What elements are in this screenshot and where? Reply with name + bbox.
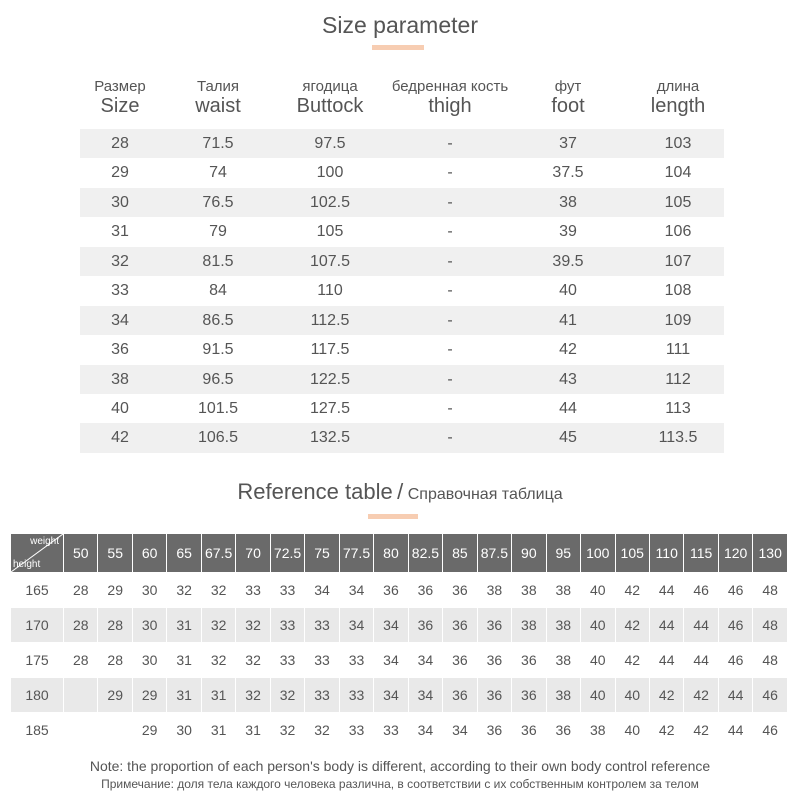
height-cell: 165 [11,573,64,608]
reference-size-cell: 36 [374,573,408,608]
reference-size-cell: 33 [236,573,270,608]
size-cell: 101.5 [197,399,239,417]
weight-header-cell: 80 [374,534,408,573]
size-cell: 45 [559,429,577,447]
size-cell: 91.5 [202,341,234,359]
height-cell: 180 [11,678,64,713]
size-cell: 31 [111,223,129,241]
reference-size-cell: 32 [201,608,235,643]
size-row [80,217,724,246]
reference-size-cell: 29 [98,573,132,608]
size-row [80,129,724,158]
reference-size-cell: 38 [512,608,546,643]
size-cell: - [447,311,453,329]
column-header-en: Buttock [296,95,364,117]
reference-size-cell: 38 [546,643,580,678]
reference-size-cell: 31 [201,678,235,713]
reference-size-cell: 42 [649,713,683,748]
reference-size-cell: 33 [270,573,304,608]
reference-size-cell: 40 [581,608,615,643]
reference-size-cell: 34 [374,608,408,643]
weight-header-cell: 77.5 [339,534,373,573]
reference-size-cell: 32 [270,678,304,713]
size-column-header [280,78,380,117]
weight-header-cell: 110 [649,534,683,573]
reference-size-cell: 42 [615,573,649,608]
reference-table [10,533,788,748]
size-cell: - [447,164,453,182]
reference-size-cell: 30 [132,643,166,678]
size-cell: 32 [111,252,129,270]
reference-size-cell: 40 [581,643,615,678]
corner-cell [11,534,64,573]
weight-header-cell: 120 [718,534,752,573]
column-header-ru: длина [656,78,700,95]
size-cell: 97.5 [314,135,346,152]
reference-title [0,479,800,505]
reference-size-cell: 42 [684,678,718,713]
reference-size-cell: 38 [512,573,546,608]
column-header-ru: Талия [196,78,240,95]
reference-size-cell: 28 [98,608,132,643]
size-cell: 29 [111,164,129,182]
reference-title-ru: Справочная таблица [407,486,563,503]
size-cell: - [447,193,453,211]
reference-size-cell: 42 [615,608,649,643]
size-cell: 105 [664,193,692,211]
reference-size-cell: 36 [546,713,580,748]
size-cell: 84 [209,282,227,300]
reference-size-cell: 36 [512,643,546,678]
size-cell: 117.5 [310,341,350,359]
column-header-en: length [650,95,706,117]
reference-size-cell: 33 [305,608,339,643]
size-cell: 40 [559,282,577,300]
reference-row [11,573,788,608]
weight-header-cell: 72.5 [270,534,304,573]
reference-title-separator: / [397,479,404,504]
size-row [80,306,724,335]
reference-size-cell: 36 [512,713,546,748]
reference-size-cell: 34 [374,643,408,678]
size-row [80,247,724,276]
weight-header-cell: 60 [132,534,166,573]
reference-size-cell: 40 [615,678,649,713]
reference-size-cell: 46 [718,608,752,643]
reference-size-cell: 31 [236,713,270,748]
size-column-header [380,78,520,117]
weight-header-cell: 65 [167,534,201,573]
weight-header-cell: 55 [98,534,132,573]
corner-weight-label: weight [30,536,59,547]
reference-size-cell: 42 [615,643,649,678]
reference-size-cell: 48 [753,643,788,678]
reference-size-cell: 31 [167,643,201,678]
size-cell: 103 [664,135,692,152]
size-cell: 38 [111,370,129,388]
size-cell: 33 [111,282,129,300]
reference-size-cell: 46 [684,573,718,608]
reference-size-cell: 29 [132,678,166,713]
reference-size-cell: 31 [167,678,201,713]
reference-row [11,713,788,748]
reference-size-cell: 44 [649,608,683,643]
size-cell: 74 [209,164,227,182]
reference-size-cell: 32 [167,573,201,608]
note-english: Note: the proportion of each person's body is different, according to their own body control reference [89,758,711,774]
column-header-ru: бедренная кость [391,78,509,95]
reference-size-cell: 33 [305,678,339,713]
weight-header-cell: 75 [305,534,339,573]
size-cell: - [447,341,453,359]
reference-size-cell: 28 [64,608,98,643]
size-cell: 110 [317,282,343,300]
reference-size-cell: 36 [477,643,511,678]
reference-size-cell: 36 [408,573,442,608]
reference-size-cell: 29 [132,713,166,748]
size-cell: 107.5 [309,252,351,270]
reference-size-cell: 44 [684,643,718,678]
reference-size-cell: 36 [408,608,442,643]
corner-height-label: height [13,559,41,570]
height-cell: 185 [11,713,64,748]
reference-size-cell: 34 [443,713,477,748]
weight-header-cell: 87.5 [477,534,511,573]
size-cell: 39.5 [552,252,584,270]
height-cell: 170 [11,608,64,643]
size-cell: 96.5 [202,370,234,388]
reference-size-cell: 32 [201,573,235,608]
size-cell: 113.5 [658,429,698,447]
size-cell: 28 [111,135,129,152]
size-row [80,276,724,305]
size-cell: 104 [664,164,692,182]
size-cell: 113 [665,399,691,417]
size-cell: - [447,399,453,417]
reference-size-cell: 31 [201,713,235,748]
reference-size-cell: 34 [408,643,442,678]
reference-title-underline [368,514,418,519]
size-cell: 37.5 [552,164,584,182]
size-cell: 107 [664,252,692,270]
reference-size-cell: 36 [443,608,477,643]
reference-size-cell: 33 [270,643,304,678]
reference-size-cell: 33 [339,713,373,748]
reference-row [11,678,788,713]
reference-size-cell: 33 [305,643,339,678]
height-cell: 175 [11,643,64,678]
size-cell: 108 [664,282,692,300]
size-cell: 102.5 [309,193,351,211]
size-cell: - [447,429,453,447]
size-cell: 81.5 [202,252,234,270]
reference-size-cell: 46 [718,643,752,678]
reference-size-cell: 32 [201,643,235,678]
reference-size-cell: 33 [339,643,373,678]
weight-header-cell: 95 [546,534,580,573]
reference-size-cell: 34 [339,608,373,643]
reference-size-cell: 30 [132,573,166,608]
weight-header-cell: 100 [581,534,615,573]
reference-size-cell: 42 [684,713,718,748]
size-cell: 112.5 [310,311,350,329]
reference-size-cell: 38 [546,678,580,713]
size-cell: 109 [664,311,692,329]
reference-size-cell: 44 [718,678,752,713]
size-cell: 36 [111,341,129,359]
reference-size-cell [64,713,98,748]
size-parameter-title: Size parameter [322,12,478,38]
size-cell: 41 [559,311,577,329]
reference-size-cell: 34 [408,678,442,713]
size-cell: - [447,252,453,270]
column-header-ru: Размер [94,78,146,95]
size-cell: 127.5 [309,399,351,417]
size-cell: 122.5 [309,370,351,388]
size-row [80,423,724,452]
size-cell: - [447,282,453,300]
reference-size-cell: 36 [443,643,477,678]
reference-size-cell: 34 [305,573,339,608]
reference-size-cell: 34 [339,573,373,608]
size-cell: - [447,135,453,152]
reference-size-cell: 38 [546,608,580,643]
reference-size-cell: 33 [270,608,304,643]
reference-size-cell: 44 [649,643,683,678]
reference-size-cell: 44 [718,713,752,748]
reference-size-cell: 30 [167,713,201,748]
reference-size-cell: 32 [236,678,270,713]
reference-size-cell: 28 [98,643,132,678]
size-cell: 71.5 [202,135,234,152]
size-cell: 111 [665,341,691,359]
size-cell: - [447,370,453,388]
note-russian: Примечание: доля тела каждого человека различна, в соответствии с их собственным контролем за телом [101,777,699,791]
size-cell: 112 [665,370,691,388]
size-cell: 132.5 [309,429,351,447]
size-column-header [80,78,160,117]
reference-size-cell: 46 [753,713,788,748]
column-header-en: waist [195,95,241,117]
reference-row [11,608,788,643]
reference-size-cell: 38 [477,573,511,608]
reference-size-cell: 31 [167,608,201,643]
reference-size-cell: 48 [753,573,788,608]
column-header-en: Size [100,95,140,117]
size-cell: 30 [111,193,129,211]
reference-header-row [11,534,788,573]
reference-size-cell: 36 [477,678,511,713]
size-cell: 34 [111,311,129,329]
reference-size-cell: 42 [649,678,683,713]
size-column-header [523,78,613,117]
reference-size-cell: 40 [581,573,615,608]
size-cell: 38 [559,193,577,211]
reference-size-cell: 32 [236,608,270,643]
reference-size-cell: 48 [753,608,788,643]
size-cell: 44 [559,399,577,417]
reference-size-cell: 29 [98,678,132,713]
size-row [80,394,724,423]
reference-size-cell: 40 [615,713,649,748]
weight-header-cell: 115 [684,534,718,573]
reference-size-cell: 36 [477,608,511,643]
reference-size-cell: 36 [512,678,546,713]
weight-header-cell: 82.5 [408,534,442,573]
weight-header-cell: 90 [512,534,546,573]
size-cell: 43 [559,370,577,388]
column-header-en: thigh [428,95,472,117]
size-cell: 76.5 [202,193,234,211]
column-header-ru: ягодица [302,78,358,95]
size-cell: 37 [559,135,577,152]
reference-size-cell: 38 [546,573,580,608]
reference-size-cell: 34 [374,678,408,713]
size-column-header [628,78,728,117]
reference-size-cell: 36 [443,573,477,608]
reference-size-cell: 32 [236,643,270,678]
weight-header-cell: 130 [753,534,788,573]
reference-size-cell: 30 [132,608,166,643]
size-row [80,158,724,187]
size-cell: 39 [559,223,577,241]
column-header-ru: фут [554,78,582,95]
weight-header-cell: 85 [443,534,477,573]
weight-header-cell: 70 [236,534,270,573]
reference-size-cell [64,678,98,713]
size-cell: 106 [664,223,692,241]
reference-size-cell: 34 [408,713,442,748]
reference-row [11,643,788,678]
size-cell: 42 [111,429,129,447]
size-row [80,365,724,394]
reference-size-cell: 36 [477,713,511,748]
size-cell: - [447,223,453,241]
reference-size-cell: 32 [270,713,304,748]
size-cell: 40 [111,399,129,417]
reference-size-cell: 32 [305,713,339,748]
reference-size-cell: 44 [649,573,683,608]
size-table-header [80,78,724,122]
size-row [80,188,724,217]
size-row [80,335,724,364]
size-column-header [168,78,268,117]
column-header-en: foot [551,95,585,117]
size-cell: 106.5 [197,429,239,447]
reference-size-cell: 36 [443,678,477,713]
size-cell: 105 [316,223,344,241]
weight-header-cell: 67.5 [201,534,235,573]
weight-header-cell: 105 [615,534,649,573]
reference-size-cell: 33 [339,678,373,713]
size-cell: 86.5 [202,311,234,329]
size-table [80,129,724,453]
size-title-underline [372,45,424,50]
reference-title-en: Reference table [237,479,393,504]
size-cell: 79 [209,223,227,241]
reference-size-cell: 44 [684,608,718,643]
size-cell: 100 [316,164,344,182]
reference-size-cell: 38 [581,713,615,748]
reference-size-cell: 40 [581,678,615,713]
reference-size-cell: 46 [718,573,752,608]
reference-size-cell: 46 [753,678,788,713]
reference-size-cell: 28 [64,573,98,608]
reference-size-cell: 33 [374,713,408,748]
reference-size-cell [98,713,132,748]
weight-header-cell: 50 [64,534,98,573]
reference-size-cell: 28 [64,643,98,678]
size-cell: 42 [559,341,577,359]
